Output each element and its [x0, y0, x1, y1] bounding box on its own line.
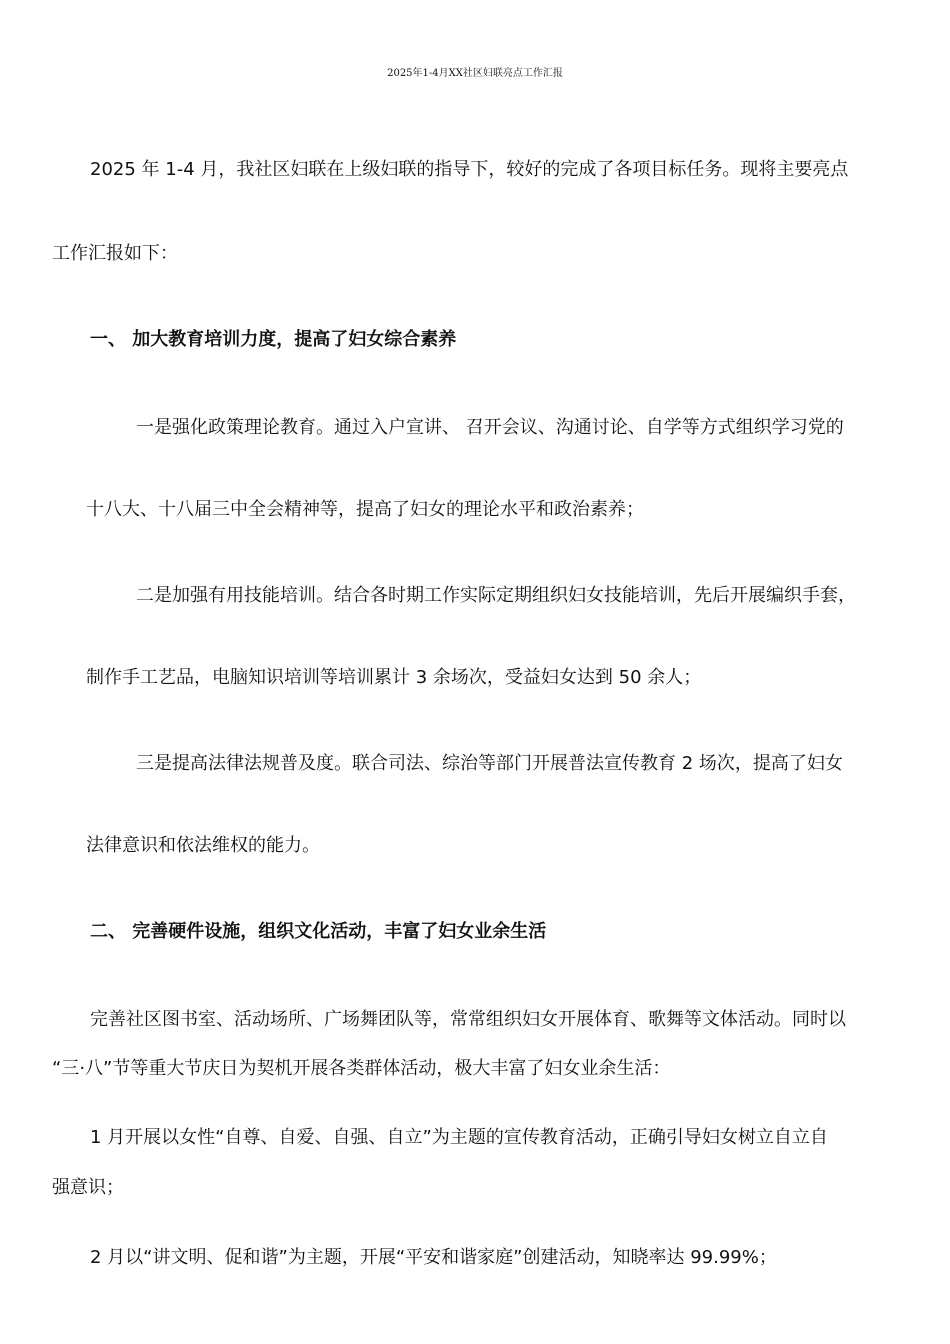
section-2-para-1-line-2: “三·八”节等重大节庆日为契机开展各类群体活动，极大丰富了妇女业余生活： — [52, 1058, 671, 1079]
intro-line-1: 2025 年 1-4 月，我社区妇联在上级妇联的指导下，较好的完成了各项目标任务。现将主要亮点 — [90, 159, 849, 180]
section-1-item-1-line-2: 十八大、十八届三中全会精神等，提高了妇女的理论水平和政治素养； — [86, 499, 644, 520]
section-1-item-2-line-1: 二是加强有用技能培训。结合各时期工作实际定期组织妇女技能培训，先后开展编织手套， — [136, 585, 856, 606]
section-1-item-2-line-2: 制作手工艺品，电脑知识培训等培训累计 3 余场次，受益妇女达到 50 余人； — [86, 667, 702, 688]
intro-line-2: 工作汇报如下： — [52, 243, 178, 264]
section-2-para-2-line-1: 1 月开展以女性“自尊、自爱、自强、自立”为主题的宣传教育活动，正确引导妇女树立自立自 — [90, 1127, 828, 1148]
section-1-item-3-line-2: 法律意识和依法维权的能力。 — [86, 835, 320, 856]
section-2-para-3-line-1: 2 月以“讲文明、促和谐”为主题，开展“平安和谐家庭”创建活动，知晓率达 99.99%； — [90, 1247, 777, 1268]
section-2-para-1-line-1: 完善社区图书室、活动场所、广场舞团队等，常常组织妇女开展体育、歌舞等文体活动。同时以 — [90, 1009, 846, 1030]
document-title: 2025年1-4月XX社区妇联亮点工作汇报 — [387, 68, 563, 79]
section-2-heading: 二、 完善硬件设施，组织文化活动，丰富了妇女业余生活 — [90, 921, 547, 942]
section-1-heading: 一、 加大教育培训力度，提高了妇女综合素养 — [90, 329, 457, 350]
section-1-item-1-line-1: 一是强化政策理论教育。通过入户宣讲、 召开会议、沟通讨论、自学等方式组织学习党的 — [136, 417, 844, 438]
section-1-item-3-line-1: 三是提高法律法规普及度。联合司法、综治等部门开展普法宣传教育 2 场次，提高了妇女 — [136, 753, 843, 774]
section-2-para-2-line-2: 强意识； — [52, 1177, 124, 1198]
